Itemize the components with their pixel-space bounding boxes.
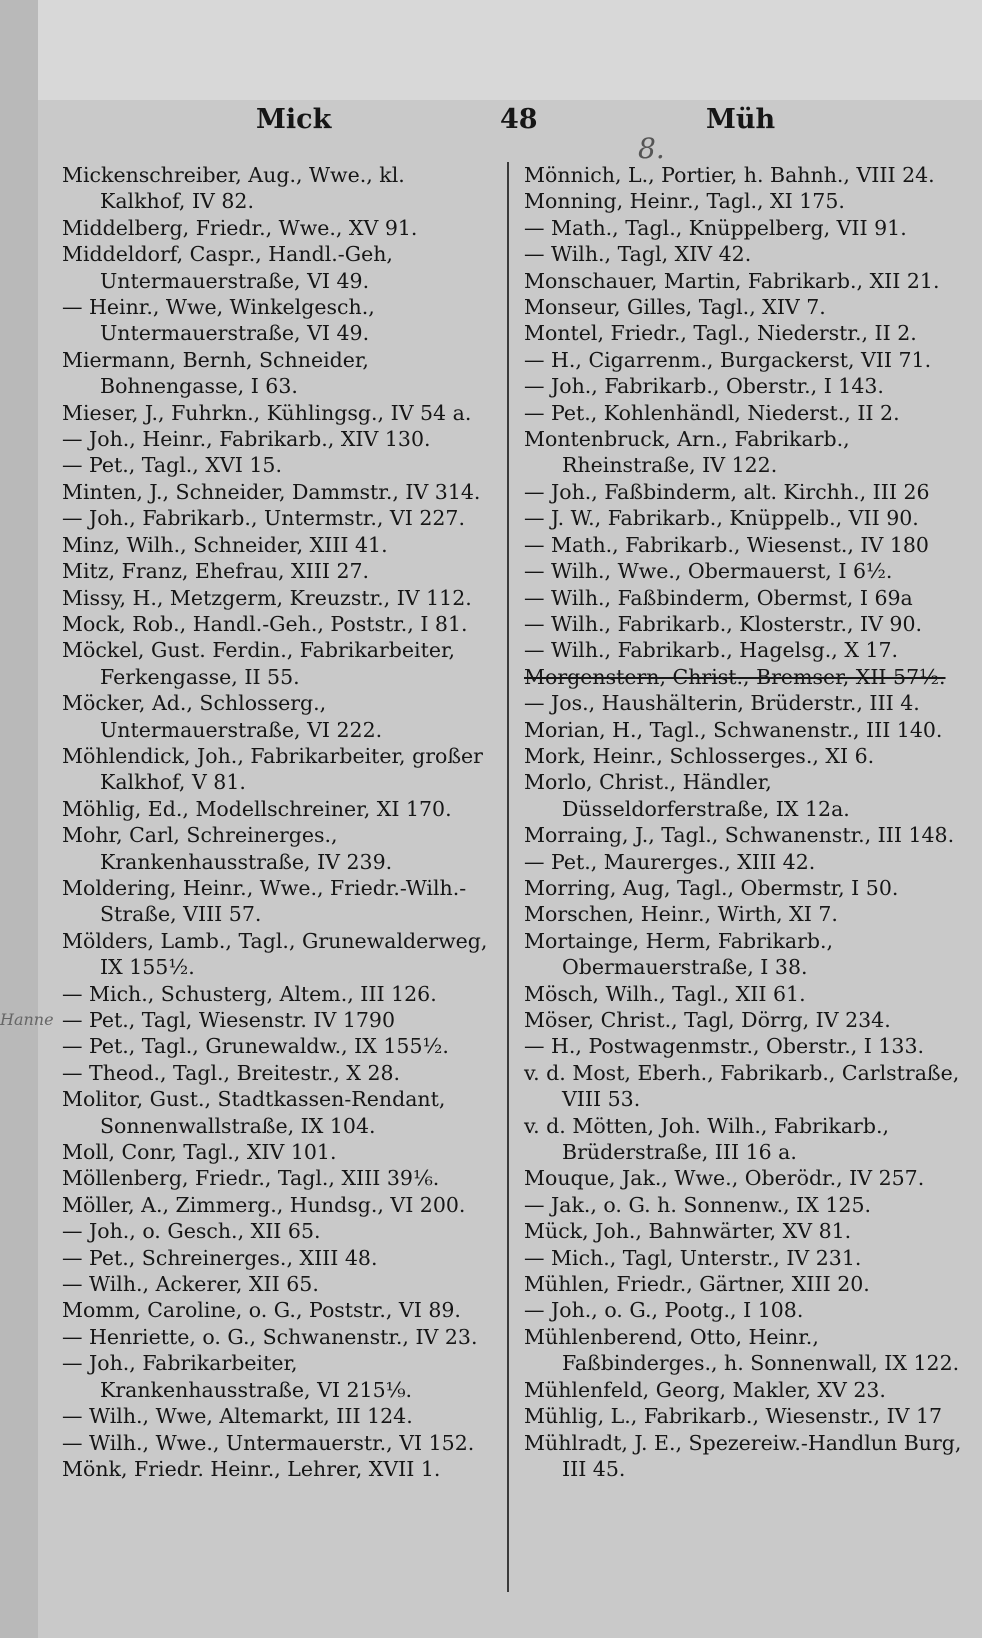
directory-entry: — H., Postwagenmstr., Oberstr., I 133.: [524, 1034, 925, 1059]
directory-entry: Möser, Christ., Tagl, Dörrg, IV 234.: [524, 1008, 891, 1032]
directory-entry: — Joh., Heinr., Fabrikarb., XIV 130.: [62, 427, 431, 452]
directory-entry: Monschauer, Martin, Fabrikarb., XII 21.: [524, 268, 940, 293]
directory-entry: — Wilh., Wwe., Obermauerst, I 6½.: [524, 559, 893, 584]
directory-entry: — J. W., Fabrikarb., Knüppelb., VII 90.: [524, 506, 919, 531]
directory-entry: — Pet., Maurerges., XIII 42.: [524, 849, 816, 874]
directory-entry: — Wilh., Wwe, Altemarkt, III 124.: [62, 1404, 413, 1429]
directory-entry: — Joh., o. G., Pootg., I 108.: [524, 1298, 804, 1323]
directory-entry: — Wilh., Wwe., Untermauerstr., VI 152.: [62, 1430, 475, 1455]
right-column: [524, 162, 974, 1482]
directory-entry: Mück, Joh., Bahnwärter, XV 81.: [524, 1219, 852, 1244]
directory-entry: — Joh., Fabrikarb., Untermstr., VI 227.: [62, 506, 465, 531]
directory-entry: Mitz, Franz, Ehefrau, XIII 27.: [62, 559, 370, 584]
page-header: [38, 100, 982, 140]
directory-entry: — Pet., Schreinerges., XIII 48.: [62, 1245, 378, 1270]
directory-entry: — Mich., Tagl, Unterstr., IV 231.: [524, 1245, 862, 1270]
directory-entry: Mieser, J., Fuhrkn., Kühlingsg., IV 54 a.: [62, 400, 472, 425]
left-column: [62, 162, 492, 1482]
directory-entry: Mühlradt, J. E., Spezereiw.-Handlun Burg, III 45.: [524, 1430, 962, 1481]
directory-entry: Minten, J., Schneider, Dammstr., IV 314.: [62, 479, 481, 504]
directory-entry: Mönk, Friedr. Heinr., Lehrer, XVII 1.: [62, 1456, 441, 1481]
margin-note: Hanne: [0, 1010, 54, 1029]
directory-entry: — Joh., o. Gesch., XII 65.: [62, 1219, 321, 1244]
directory-entry: Möhlig, Ed., Modellschreiner, XI 170.: [62, 796, 452, 821]
header-right-word: Müh: [706, 104, 776, 135]
directory-entry: Mönnich, L., Portier, h. Bahnh., VIII 24.: [524, 163, 935, 187]
directory-entry: — Pet., Tagl, Wiesenstr. IV 1790: [62, 1008, 396, 1032]
directory-entry: — H., Cigarrenm., Burgackerst, VII 71.: [524, 347, 932, 372]
directory-entry: — Wilh., Fabrikarb., Hagelsg., X 17.: [524, 638, 899, 663]
directory-entry: Middeldorf, Caspr., Handl.-Geh, Untermauerstraße, VI 49.: [62, 242, 393, 293]
directory-entry: Middelberg, Friedr., Wwe., XV 91.: [62, 215, 418, 240]
directory-entry: Molitor, Gust., Stadtkassen-Rendant, Sonnenwallstraße, IX 104.: [62, 1087, 446, 1138]
directory-entry: Mortainge, Herm, Fabrikarb., Obermauerstraße, I 38.: [524, 928, 834, 980]
directory-entry: — Wilh., Faßbinderm, Obermst, I 69a: [524, 585, 913, 610]
directory-entry: Mösch, Wilh., Tagl., XII 61.: [524, 981, 806, 1006]
directory-entry: Montel, Friedr., Tagl., Niederstr., II 2.: [524, 321, 917, 346]
directory-entry: — Joh., Fabrikarb., Oberstr., I 143.: [524, 374, 884, 399]
header-left-word: Mick: [256, 104, 332, 135]
directory-entry: Missy, H., Metzgerm, Kreuzstr., IV 112.: [62, 585, 472, 610]
directory-entry: — Pet., Kohlenhändl, Niederst., II 2.: [524, 400, 900, 425]
directory-entry: Morraing, J., Tagl., Schwanenstr., III 148.: [524, 823, 955, 848]
directory-entry: v. d. Most, Eberh., Fabrikarb., Carlstraße, VIII 53.: [524, 1060, 960, 1112]
directory-entry: — Math., Tagl., Knüppelberg, VII 91.: [524, 215, 907, 240]
directory-entry: Morgenstern, Christ., Bremser, XII 57½.: [524, 664, 946, 689]
directory-entry: — Heinr., Wwe, Winkelgesch., Untermauerstraße, VI 49.: [62, 295, 375, 346]
directory-entry: v. d. Mötten, Joh. Wilh., Fabrikarb., Brüderstraße, III 16 a.: [524, 1113, 890, 1165]
directory-entry: — Pet., Tagl., Grunewaldw., IX 155½.: [62, 1034, 449, 1059]
directory-entry: — Wilh., Fabrikarb., Klosterstr., IV 90.: [524, 611, 923, 636]
directory-entry: Mühlenberend, Otto, Heinr., Faßbinderges., h. Sonnenwall, IX 122.: [524, 1324, 960, 1376]
directory-entry: Mohr, Carl, Schreinerges., Krankenhausstraße, IV 239.: [62, 823, 393, 874]
directory-entry: Möller, A., Zimmerg., Hundsg., VI 200.: [62, 1192, 466, 1217]
directory-entry: Moldering, Heinr., Wwe., Friedr.-Wilh.-Straße, VIII 57.: [62, 875, 467, 927]
directory-entry: Morring, Aug, Tagl., Obermstr, I 50.: [524, 875, 899, 900]
page-number: 48: [500, 104, 538, 135]
directory-entry: Minz, Wilh., Schneider, XIII 41.: [62, 532, 388, 557]
directory-entry: Mock, Rob., Handl.-Geh., Poststr., I 81.: [62, 611, 468, 636]
column-divider: [507, 162, 509, 1592]
directory-entry: Moll, Conr, Tagl., XIV 101.: [62, 1140, 337, 1165]
directory-entry: — Theod., Tagl., Breitestr., X 28.: [62, 1060, 401, 1085]
directory-entry: Mühlig, L., Fabrikarb., Wiesenstr., IV 17: [524, 1404, 943, 1429]
directory-entry: Miermann, Bernh, Schneider, Bohnengasse, I 63.: [62, 347, 369, 399]
directory-entry: Möllenberg, Friedr., Tagl., XIII 39⅙.: [62, 1166, 440, 1191]
directory-entry: Morlo, Christ., Händler, Düsseldorferstraße, IX 12a.: [524, 770, 850, 821]
page-top-edge: [38, 0, 982, 100]
directory-entry: — Henriette, o. G., Schwanenstr., IV 23.: [62, 1324, 478, 1349]
directory-entry: — Wilh., Ackerer, XII 65.: [62, 1272, 319, 1297]
directory-entry: Momm, Caroline, o. G., Poststr., VI 89.: [62, 1298, 461, 1323]
directory-entry: Monseur, Gilles, Tagl., XIV 7.: [524, 295, 826, 320]
directory-entry: Möckel, Gust. Ferdin., Fabrikarbeiter, Ferkengasse, II 55.: [62, 638, 456, 689]
directory-entry: Monning, Heinr., Tagl., XI 175.: [524, 189, 845, 214]
directory-entry: — Math., Fabrikarb., Wiesenst., IV 180: [524, 532, 929, 557]
directory-entry: — Jos., Haushälterin, Brüderstr., III 4.: [524, 691, 920, 716]
directory-entry: Mickenschreiber, Aug., Wwe., kl. Kalkhof, IV 82.: [62, 163, 405, 214]
directory-entry: Mühlen, Friedr., Gärtner, XIII 20.: [524, 1272, 870, 1297]
directory-entry: Morian, H., Tagl., Schwanenstr., III 140.: [524, 717, 943, 742]
directory-entry: Morschen, Heinr., Wirth, XI 7.: [524, 902, 838, 927]
directory-entry: — Wilh., Tagl, XIV 42.: [524, 242, 752, 267]
directory-entry: Mork, Heinr., Schlosserges., XI 6.: [524, 743, 875, 768]
directory-entry: Mölders, Lamb., Tagl., Grunewalderweg, IX 155½.: [62, 928, 488, 980]
directory-entry: Möhlendick, Joh., Fabrikarbeiter, großer Kalkhof, V 81.: [62, 743, 483, 795]
directory-entry: Montenbruck, Arn., Fabrikarb., Rheinstraße, IV 122.: [524, 427, 850, 478]
directory-entry: — Joh., Fabrikarbeiter, Krankenhausstraße, VI 215⅑.: [62, 1351, 413, 1402]
directory-entry: — Pet., Tagl., XVI 15.: [62, 453, 282, 478]
directory-entry: — Joh., Faßbinderm, alt. Kirchh., III 26: [524, 479, 930, 504]
directory-entry: — Mich., Schusterg, Altem., III 126.: [62, 981, 437, 1006]
directory-entry: — Jak., o. G. h. Sonnenw., IX 125.: [524, 1192, 871, 1217]
directory-entry: Mühlenfeld, Georg, Makler, XV 23.: [524, 1377, 886, 1402]
directory-entry: Möcker, Ad., Schlosserg., Untermauerstraße, VI 222.: [62, 691, 383, 742]
directory-entry: Mouque, Jak., Wwe., Oberödr., IV 257.: [524, 1166, 925, 1191]
pencil-mark: 8.: [638, 132, 665, 165]
